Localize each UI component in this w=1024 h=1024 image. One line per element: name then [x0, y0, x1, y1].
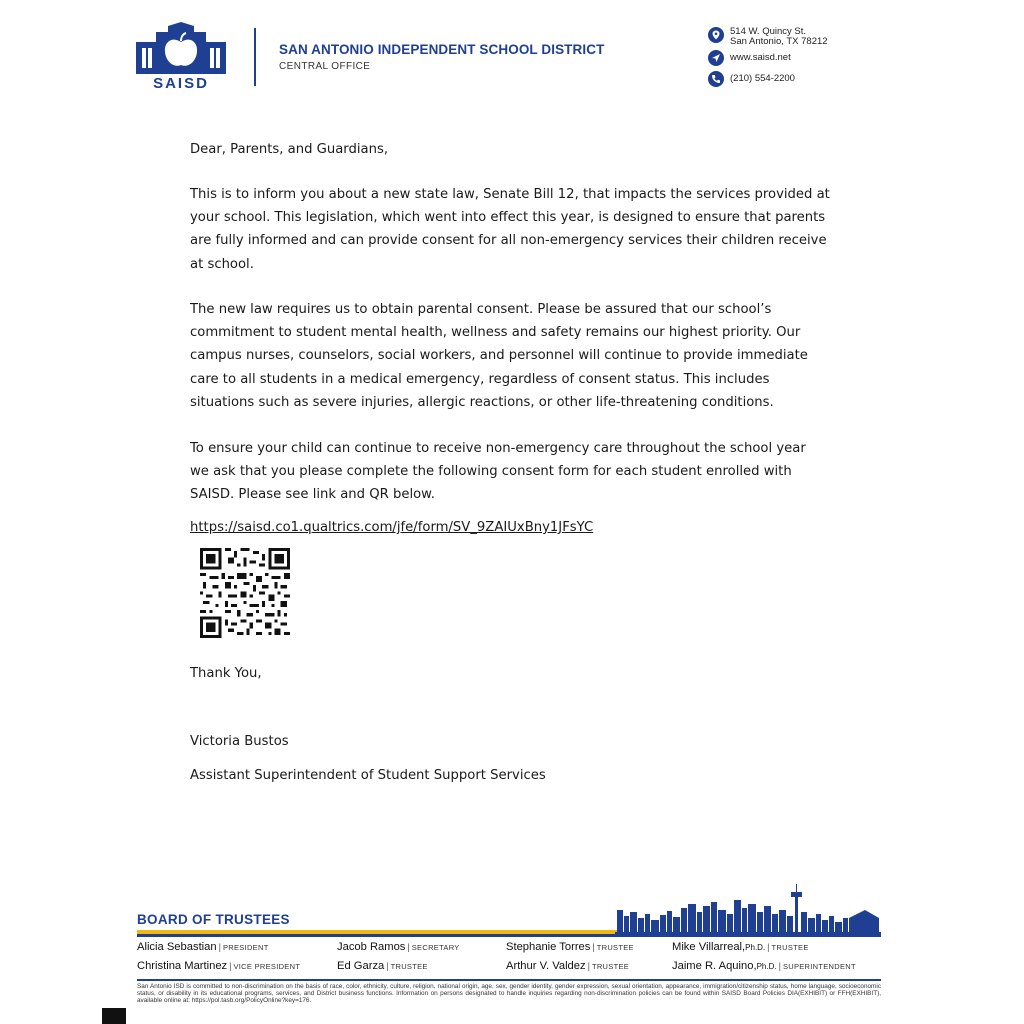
website-text[interactable]: www.saisd.net — [730, 52, 791, 63]
paragraph-line: To ensure your child can continue to receive non-emergency care throughout the school year — [190, 441, 806, 456]
org-subtitle: CENTRAL OFFICE — [279, 61, 371, 72]
paragraph-line: at school. — [190, 256, 254, 272]
header-divider — [254, 28, 256, 86]
trustee-degree: Ph.D. — [745, 943, 766, 952]
contact-phone — [708, 71, 868, 93]
trustee-name: Christina Martinez — [137, 960, 228, 972]
signer-title: Assistant Superintendent of Student Support Services — [190, 768, 546, 783]
letter-paragraph-1 — [190, 183, 840, 276]
paragraph-line: your school. This legislation, which went into effect this year, is designed to ensure that parents — [190, 210, 826, 226]
paragraph-line: care to all students in a medical emergency, regardless of consent status. This includes — [190, 371, 770, 387]
contact-website — [708, 50, 868, 72]
trustee-name: Stephanie Torres — [506, 941, 591, 953]
letter-paragraph-3 — [190, 437, 840, 507]
trustee-role: TRUSTEE — [591, 962, 630, 971]
phone-text: (210) 554-2200 — [730, 73, 795, 84]
trustee-name: Arthur V. Valdez — [506, 960, 586, 972]
letter-greeting: Dear, Parents, and Guardians, — [190, 142, 389, 157]
trustee-role: SUPERINTENDENT — [782, 962, 856, 971]
trustee-role: SECRETARY — [411, 943, 460, 952]
paragraph-line: The new law requires us to obtain parental consent. Please be assured that our school’s — [190, 302, 772, 317]
trustee-role: TRUSTEE — [390, 962, 428, 971]
trustee-role: TRUSTEE — [596, 943, 634, 952]
paragraph-line: campus nurses, counselors, social workers, and personnel will continue to provide immediate — [190, 348, 808, 364]
phone-icon — [708, 71, 724, 87]
trustee-entry: Ed Garza | TRUSTEE — [337, 960, 428, 972]
trustee-name: Mike Villarreal, — [672, 941, 746, 953]
qr-code[interactable] — [200, 548, 290, 638]
trustee-role: TRUSTEE — [771, 943, 809, 952]
signer-name: Victoria Bustos — [190, 734, 289, 749]
address-line2: San Antonio, TX 78212 — [730, 36, 828, 47]
trustee-entry: Stephanie Torres | TRUSTEE — [506, 941, 634, 953]
org-name: SAN ANTONIO INDEPENDENT SCHOOL DISTRICT — [279, 42, 605, 57]
address-line1: 514 W. Quincy St. — [730, 26, 807, 37]
trustee-name: Jacob Ramos — [337, 941, 406, 953]
trustee-entry: Arthur V. Valdez | TRUSTEE — [506, 960, 630, 972]
trustee-entry: Alicia Sebastian | PRESIDENT — [137, 941, 269, 953]
trustee-role: VICE PRESIDENT — [233, 962, 301, 971]
web-arrow-icon — [708, 50, 724, 66]
location-pin-icon — [708, 27, 724, 43]
trustee-name: Alicia Sebastian — [137, 941, 217, 953]
trustee-role: PRESIDENT — [222, 943, 269, 952]
trustee-degree: Ph.D. — [756, 962, 777, 971]
contact-address — [708, 27, 868, 49]
paragraph-line: are fully informed and can provide consent for all non-emergency services their children receive — [190, 233, 827, 249]
letter-paragraph-2 — [190, 298, 840, 414]
non-discrimination-disclaimer: San Antonio ISD is committed to non-discrimination on the basis of race, color, ethnicity, culture, religion, national origin, age, sex, gender identity, gender expression, sexual orientation, appearance, immigration/citizenship status, home language, socioeconomic status, or disability in its educational programs, services, and District business functions. Information on persons designated to handle inquiries regarding non-discrimination policies can be found within SAISD Board Policies DIA(EXHIBIT) or FFH(EXHIBIT), available online at: https://pol.tasb.org/PolicyOnline?key=176. — [137, 983, 881, 1004]
trustee-name: Jaime R. Aquino, — [672, 960, 757, 972]
trustee-entry: Jacob Ramos | SECRETARY — [337, 941, 460, 953]
letter-closing: Thank You, — [190, 666, 262, 681]
trustee-entry: Mike Villarreal,Ph.D. | TRUSTEE — [672, 941, 809, 953]
trustee-name: Ed Garza — [337, 960, 385, 972]
paragraph-line: This is to inform you about a new state law, Senate Bill 12, that impacts the services provided at — [190, 187, 830, 202]
footer-divider — [137, 979, 881, 981]
paragraph-line: we ask that you please complete the following consent form for each student enrolled with — [190, 464, 792, 480]
page-corner-mark — [102, 1008, 126, 1024]
paragraph-line: SAISD. Please see link and QR below. — [190, 487, 435, 503]
consent-form-link[interactable]: https://saisd.co1.qualtrics.com/jfe/form/SV_9ZAIUxBny1JFsYC — [190, 520, 594, 535]
city-skyline-graphic — [615, 884, 881, 936]
board-of-trustees-title: BOARD OF TRUSTEES — [137, 912, 290, 927]
logo-text: SAISD — [153, 75, 209, 90]
saisd-logo — [134, 22, 228, 90]
paragraph-line: commitment to student mental health, wellness and safety remains our highest priority. Our — [190, 325, 801, 341]
trustee-entry: Christina Martinez | VICE PRESIDENT — [137, 960, 301, 972]
paragraph-line: situations such as severe injuries, allergic reactions, or other life-threatening conditions. — [190, 394, 774, 410]
trustee-entry: Jaime R. Aquino,Ph.D. | SUPERINTENDENT — [672, 960, 856, 972]
